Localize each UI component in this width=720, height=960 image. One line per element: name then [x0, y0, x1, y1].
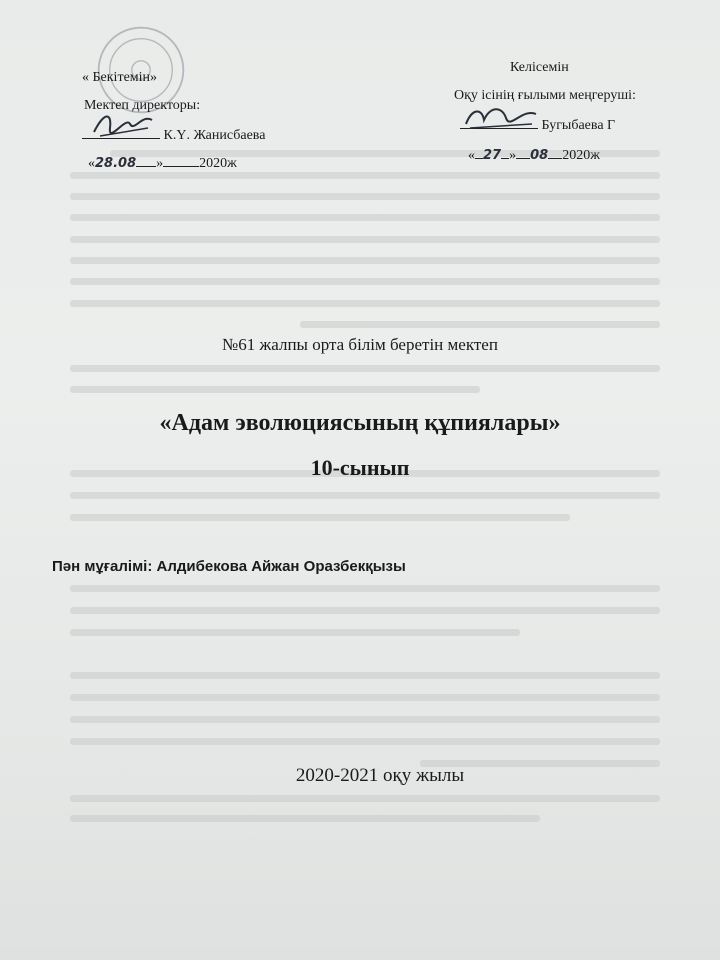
- deputy-position: Оқу ісінің ғылыми меңгеруші:: [454, 88, 636, 103]
- director-name: К.Ү. Жанисбаева: [163, 128, 266, 143]
- grade-label: 10-сынып: [310, 455, 410, 480]
- agreement-date-year: 2020ж: [562, 148, 600, 163]
- course-title: «Адам эволюциясының құпиялары»: [159, 410, 561, 436]
- academic-year: 2020-2021 оқу жылы: [295, 765, 465, 786]
- agreement-heading: Келісемін: [510, 60, 569, 75]
- approval-date-day: 28.08: [95, 156, 137, 171]
- approval-heading: « Бекітемін»: [82, 70, 158, 85]
- agreement-date-month: 08: [530, 148, 549, 163]
- approval-date: «28.08 » 2020ж: [88, 156, 237, 171]
- director-signature-icon: [90, 106, 160, 142]
- deputy-signature-icon: [462, 100, 542, 134]
- deputy-name: Бугыбаева Г: [541, 118, 616, 133]
- approval-date-year: 2020ж: [199, 156, 237, 171]
- director-position: Мектеп директоры:: [84, 98, 201, 113]
- agreement-date-day: 27: [483, 148, 502, 163]
- school-name: №61 жалпы орта білім беретін мектеп: [222, 335, 498, 354]
- agreement-date: « 27 » 08 2020ж: [468, 148, 600, 163]
- teacher-line: Пән мұғалімі: Алдибекова Айжан Оразбекқызы: [52, 558, 406, 575]
